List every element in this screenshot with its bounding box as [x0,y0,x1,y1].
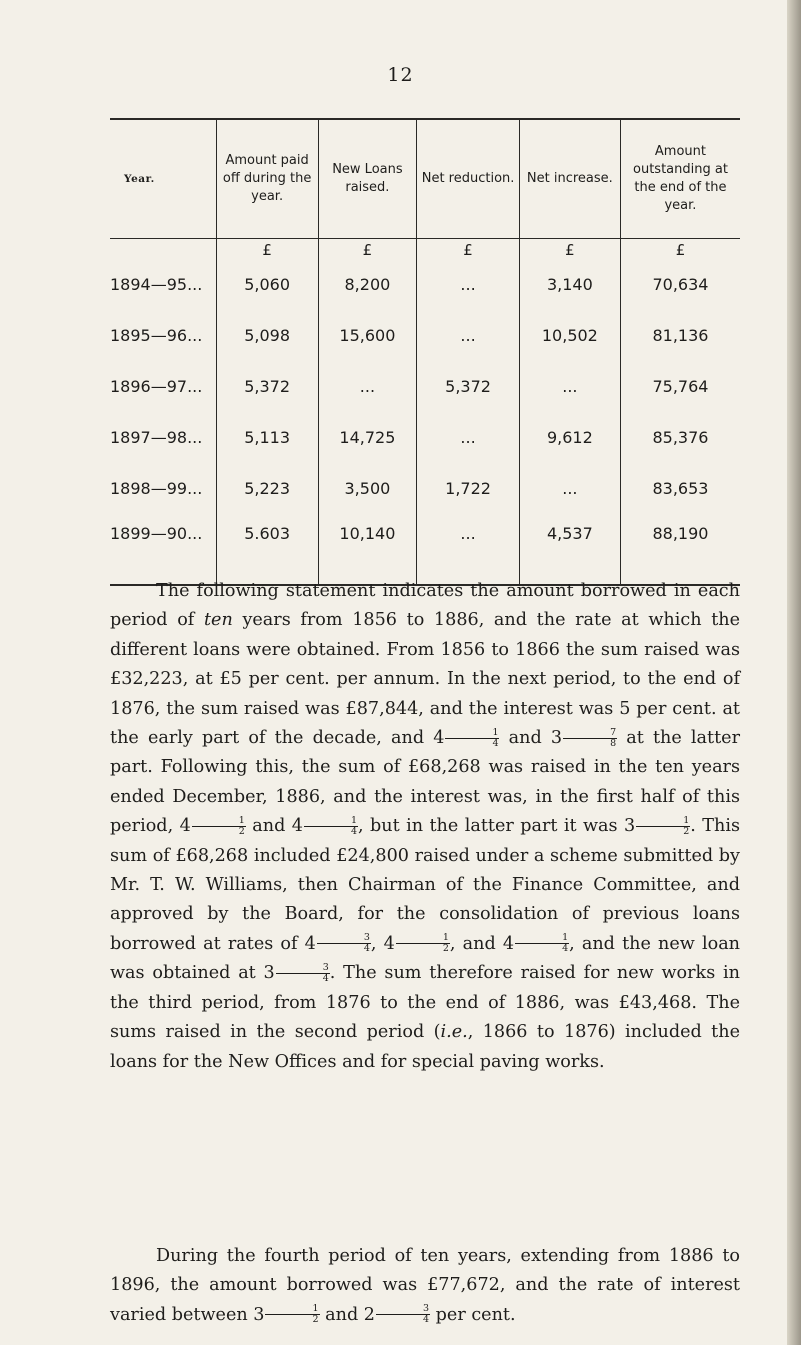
table-row [110,361,740,412]
cell-paid-off: 5,113 [216,412,318,463]
cell-net-reduction: ... [417,514,520,585]
fraction: $\frac{3}{4}$ [376,1304,430,1325]
fraction: $\frac{1}{4}$ [304,816,358,837]
paragraph-fourth-period: During the fourth period of ten years, extending from 1886 to 1896, the amount borrowed was £77,672, and the rate of interest varied between 3 $\frac{1}{2}$ and 2 $\frac{3}{4}$ per cent. [110,1246,740,1326]
loans-table [110,118,740,586]
cell-net-increase: 4,537 [519,514,620,585]
cell-net-increase: 3,140 [519,259,620,310]
header-year: Year. [110,119,216,239]
fraction: $\frac{3}{4}$ [317,933,371,954]
fraction: $\frac{7}{8}$ [563,728,617,749]
cell-paid-off: 5,223 [216,463,318,514]
cell-paid-off: 5,372 [216,361,318,412]
cell-paid-off: 5,060 [216,259,318,310]
unit-row [110,239,740,260]
cell-new-loans: 15,600 [318,310,417,361]
cell-outstanding: 83,653 [620,463,740,514]
table-header-row [110,119,740,239]
fraction: $\frac{1}{2}$ [396,933,450,954]
paragraph-loan-history: The following statement indicates the amount borrowed in each period of ten years from 1856 to 1886, and the rate at which the different loans were obtained. From 1856 to 1866 the sum raised was £32,223, at £5 per cent. per annum. In the next period, to the end of 1876, the sum raised was £87,844, and the interest was 5 per cent. at the early part of the decade, and 4 $\frac{1}{4}$ and 3 $\frac{7}{8}$ at the latter part. Following this, the sum of £68,268 was raised in the ten years ended December, 1886, and the interest was, in the first half of this period, 4 $\frac{1}{2}$ and 4 $\frac{1}{4}$ , but in the latter part it was 3 $\frac{1}{2}$ . This sum of £68,268 included £24,800 raised under a scheme submitted by Mr. T. W. Williams, then Chairman of the Finance Committee, and approved by the Board, for the consolidation of previous loans borrowed at rates of 4 $\frac{3}{4}$ , 4 $\frac{1}{2}$ , and 4 $\frac{1}{4}$ , and the new loan was obtained at 3 $\frac{3}{4}$ . The sum therefore raised for new works in the third period, from 1876 to the end of 1886, was £43,468. The sums raised in the second period (i.e., 1866 to 1876) included the loans for the New Offices and for special paving works. [110,581,741,1072]
table-row [110,463,740,514]
cell-net-reduction: 5,372 [417,361,520,412]
cell-year: 1896—97... [110,377,203,396]
cell-outstanding: 75,764 [620,361,740,412]
table-row [110,514,740,585]
cell-outstanding: 88,190 [620,514,740,585]
cell-outstanding: 81,136 [620,310,740,361]
table-row [110,259,740,310]
unit-label: £ [318,239,417,260]
fraction: $\frac{3}{4}$ [276,963,330,984]
cell-paid-off: 5,098 [216,310,318,361]
cell-net-reduction: ... [417,412,520,463]
table-row [110,310,740,361]
cell-new-loans: 3,500 [318,463,417,514]
cell-year: 1895—96... [110,326,203,345]
fraction: $\frac{1}{2}$ [192,816,246,837]
cell-year: 1898—99... [110,479,203,498]
fraction: $\frac{1}{4}$ [515,933,569,954]
cell-year: 1899—90... [110,524,203,543]
cell-new-loans: 14,725 [318,412,417,463]
header-net-reduction: Net reduction. [417,119,520,239]
header-paid-off: Amount paid off during the year. [216,119,318,239]
header-net-increase: Net increase. [519,119,620,239]
cell-net-increase: 10,502 [519,310,620,361]
fraction: $\frac{1}{2}$ [265,1304,319,1325]
fraction: $\frac{1}{4}$ [445,728,499,749]
unit-label: £ [417,239,520,260]
page-number: 12 [387,64,414,86]
cell-year: 1894—95... [110,275,203,294]
table-row [110,412,740,463]
cell-net-increase: ... [519,361,620,412]
unit-label: £ [519,239,620,260]
page-edge-shadow [787,0,801,1345]
header-new-loans: New Loans raised. [318,119,417,239]
cell-net-increase: 9,612 [519,412,620,463]
unit-label: £ [216,239,318,260]
cell-net-reduction: ... [417,310,520,361]
fraction: $\frac{1}{2}$ [636,816,690,837]
cell-new-loans: 10,140 [318,514,417,585]
cell-net-increase: ... [519,463,620,514]
cell-new-loans: 8,200 [318,259,417,310]
cell-new-loans: ... [318,361,417,412]
cell-net-reduction: ... [417,259,520,310]
header-outstanding: Amount outstanding at the end of the year. [620,119,740,239]
cell-paid-off: 5.603 [216,514,318,585]
cell-outstanding: 70,634 [620,259,740,310]
unit-label: £ [620,239,740,260]
cell-outstanding: 85,376 [620,412,740,463]
cell-year: 1897—98... [110,428,203,447]
cell-net-reduction: 1,722 [417,463,520,514]
